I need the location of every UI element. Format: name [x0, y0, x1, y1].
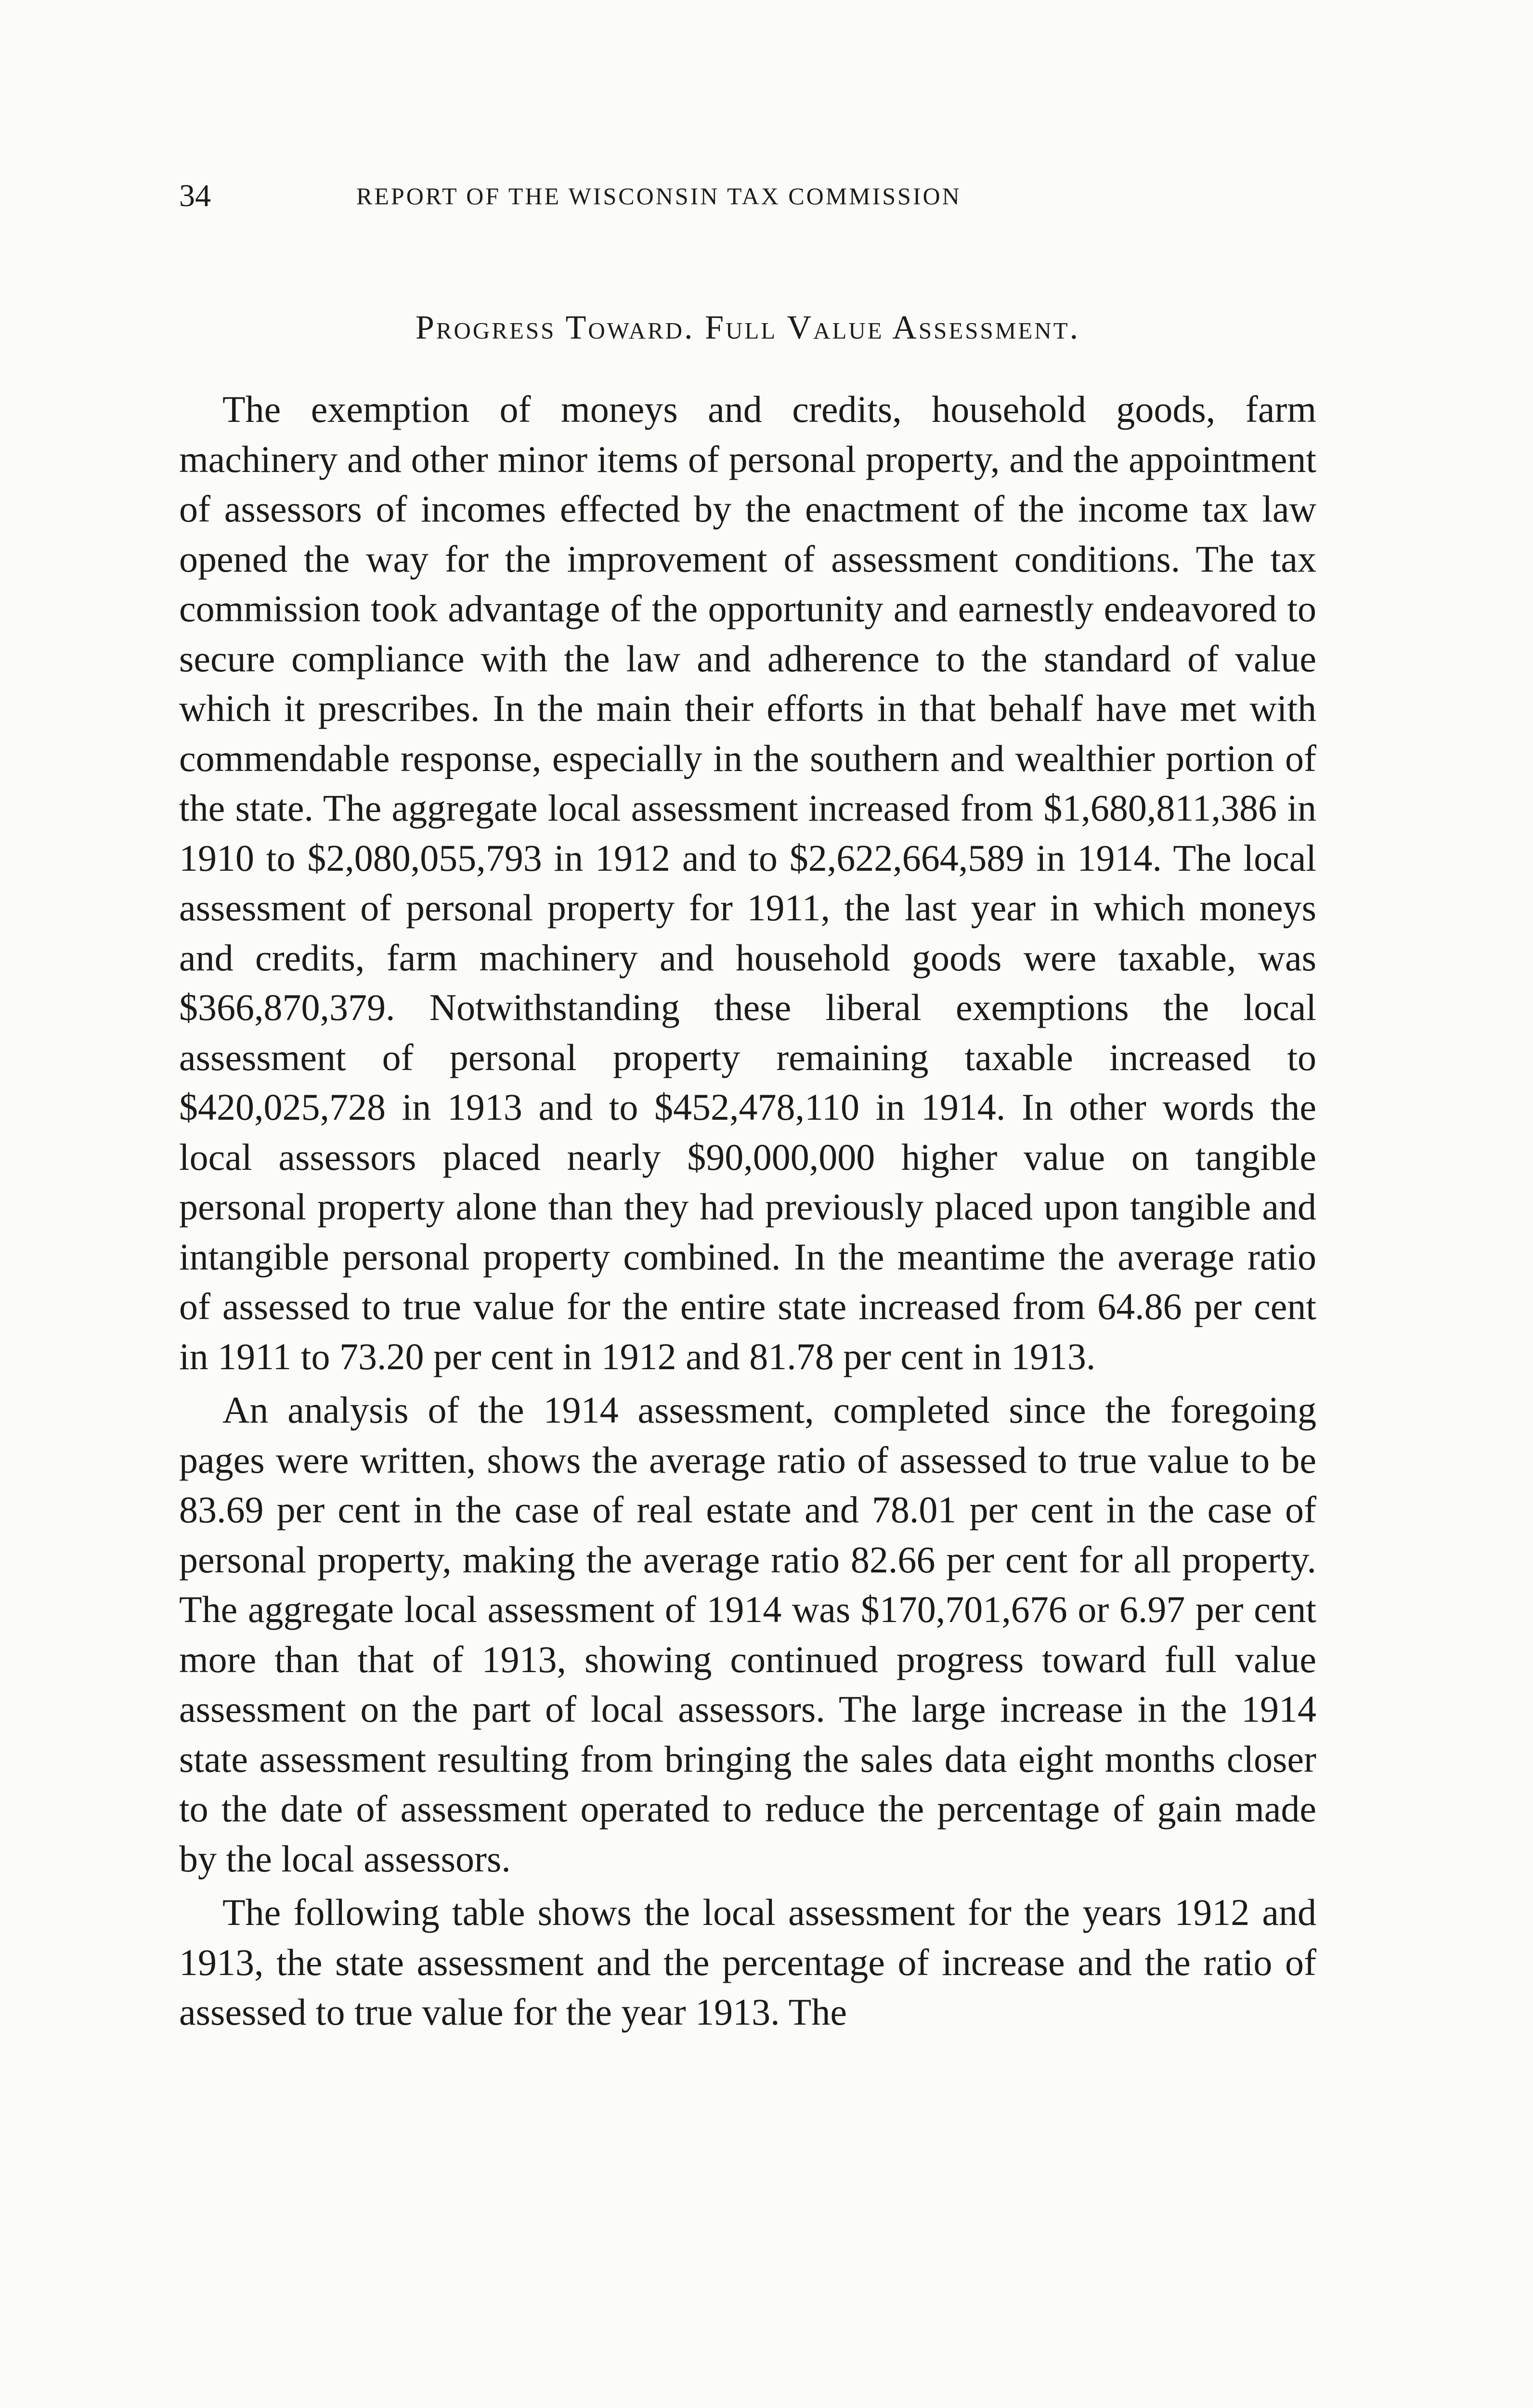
paragraph-2: An analysis of the 1914 assessment, completed since the foregoing pages were written, shows the average ratio of assessed to true value to be 83.69 per cent in the case of real estate and 78.01 per cent in the case of personal property, making the average ratio 82.66 per cent for all property. The aggregate local assessment of 1914 was $170,701,676 or 6.97 per cent more than that of 1913, showing continued progress toward full value assessment on the part of local assessors. The large increase in the 1914 state assessment resulting from bringing the sales data eight months closer to the date of assessment operated to reduce the percentage of gain made by the local assessors. — [179, 1389, 1316, 1880]
section-title: Progress Toward. Full Value Assessment. — [415, 309, 1080, 346]
body-text — [179, 384, 1316, 2037]
paragraph-3: The following table shows the local assessment for the years 1912 and 1913, the state assessment and the percentage of increase and the ratio of assessed to true value for the year 1913. The — [179, 1891, 1316, 2033]
running-title: REPORT OF THE WISCONSIN TAX COMMISSION — [356, 183, 961, 209]
page-header — [179, 174, 1315, 218]
page-number: 34 — [179, 178, 211, 213]
paragraph-1: The exemption of moneys and credits, household goods, farm machinery and other minor items of personal property, and the appointment of assessors of incomes effected by the enactment of the income tax law opened the way for the improvement of assessment conditions. The tax commission took advantage of the opportunity and earnestly endeavored to secure compliance with the law and adherence to the standard of value which it prescribes. In the main their efforts in that behalf have met with commendable response, especially in the southern and wealthier portion of the state. The aggregate local assessment increased from $1,680,811,386 in 1910 to $2,080,055,793 in 1912 and to $2,622,664,589 in 1914. The local assessment of personal property for 1911, the last year in which moneys and credits, farm machinery and household goods were taxable, was $366,870,379. Notwithstanding these liberal exemptions the local assessment of personal property remaining taxable increased to $420,025,728 in 1913 and to $452,478,110 in 1914. In other words the local assessors placed nearly $90,000,000 higher value on tangible personal property alone than they had previously placed upon tangible and intangible personal property combined. In the meantime the average ratio of assessed to true value for the entire state increased from 64.86 per cent in 1911 to 73.20 per cent in 1912 and 81.78 per cent in 1913. — [179, 388, 1316, 1377]
